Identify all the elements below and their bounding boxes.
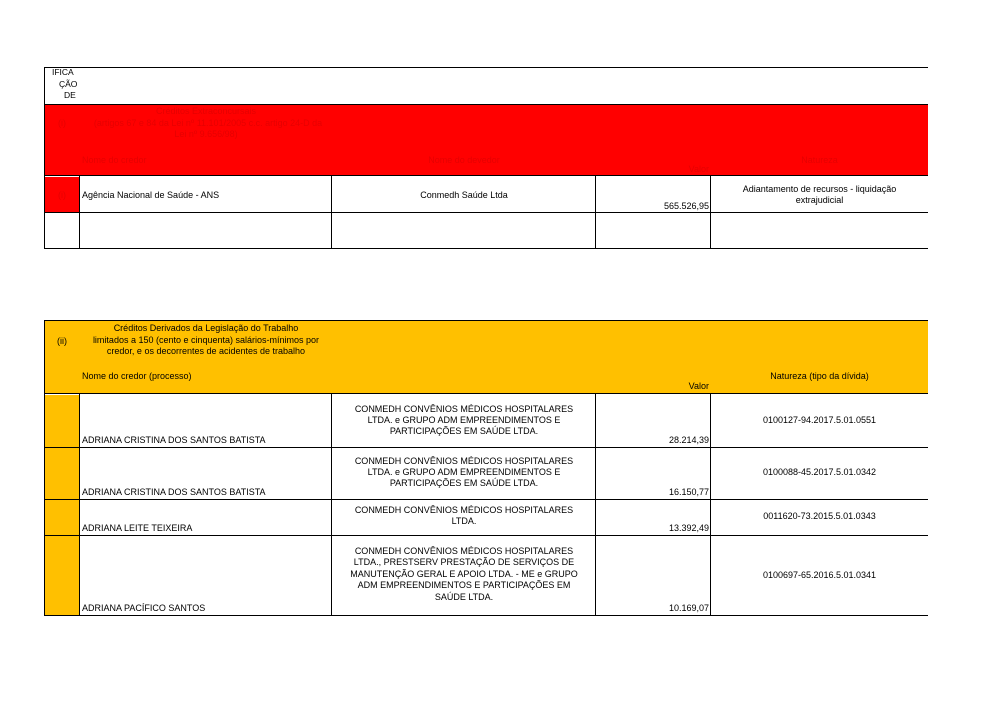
section2-row-2-marker [45, 448, 79, 499]
top-header-left-border [44, 67, 45, 104]
section2-bottom-border [44, 615, 928, 616]
section1-header-left-border [44, 104, 45, 176]
section2-title-l2: limitados a 150 (cento e cinquenta) salários-mínimos por [92, 335, 320, 345]
section1-title-l1: Créditos Extraconcursais [155, 106, 257, 116]
section2-row-4-debtor-l2: LTDA., PRESTSERV PRESTAÇÃO DE SERVIÇOS DE [353, 557, 575, 567]
top-header-box [44, 67, 928, 104]
section2-grid-v4 [710, 394, 711, 616]
section2-header-left-border [44, 320, 45, 394]
section2-row-4-debtor-l5: SAÚDE LTDA. [434, 592, 494, 602]
section1-bottom-border [44, 248, 928, 249]
section1-row-1-creditor: Agência Nacional de Saúde - ANS [82, 190, 220, 200]
section1-row-divider [44, 212, 928, 213]
section2-row-1-value: 28.214,39 [668, 435, 709, 445]
section2-row-3-debtor-l1: CONMEDH CONVÊNIOS MÉDICOS HOSPITALARES [354, 505, 574, 515]
section2-row-1-nature: 0100127-94.2017.5.01.0551 [762, 415, 877, 425]
section2-row-1-debtor-l3: PARTICIPAÇÕES EM SAÚDE LTDA. [389, 426, 539, 436]
section1-row-1-nature-l2: extrajudicial [795, 195, 844, 205]
section1-row-1-value: 565.526,95 [663, 201, 709, 211]
section2-row-2-debtor-l3: PARTICIPAÇÕES EM SAÚDE LTDA. [389, 478, 539, 488]
section2-row-divider-3 [44, 535, 928, 536]
section2-row-3-debtor-l2: LTDA. [451, 516, 477, 526]
section1-col-creditor: Nome do credor [82, 155, 147, 165]
section2-col-value: Valor [688, 381, 709, 391]
section1-roman: (i) [58, 118, 66, 128]
section2-grid-v0 [44, 394, 45, 616]
section2-grid-v1 [79, 394, 80, 616]
section2-row-2-debtor-l2: LTDA. e GRUPO ADM EMPREENDIMENTOS E [367, 467, 561, 477]
section2-title-l1: Créditos Derivados da Legislação do Trabalho [113, 323, 299, 333]
section2-row-divider-2 [44, 499, 928, 500]
section1-col-debtor: Nome do devedor [428, 155, 500, 165]
top-header-line3: DE [64, 90, 76, 100]
section1-row-1-debtor: Conmedh Saúde Ltda [420, 190, 508, 200]
section2-row-4-debtor-l4: ADM EMPREENDIMENTOS E PARTICIPAÇÕES EM [357, 580, 571, 590]
section1-title-l3: Lei nº 9.656/98) [174, 129, 238, 139]
section2-row-3-marker [45, 500, 79, 535]
section1-row-1-roman: (i) [58, 190, 66, 200]
section1-title-l2: (artigos 67 e 84 da Lei nº 11.101/2005 c.c. artigo 24-D da [93, 118, 323, 128]
section2-title-l3: credor, e os decorrentes de acidentes de trabalho [106, 346, 306, 356]
section1-grid-v3 [595, 176, 596, 249]
top-header-line2: ÇÃO [59, 79, 78, 89]
section1-grid-v1 [79, 176, 80, 249]
section2-row-1-marker [45, 395, 79, 447]
section1-col-nature: Natureza [801, 155, 838, 165]
section2-row-2-nature: 0100088-45.2017.5.01.0342 [762, 467, 877, 477]
section2-row-2-debtor-l1: CONMEDH CONVÊNIOS MÉDICOS HOSPITALARES [354, 456, 574, 466]
section2-row-2-value: 16.150,77 [668, 487, 709, 497]
section2-row-3-nature: 0011620-73.2015.5.01.0343 [763, 511, 876, 521]
section2-row-divider-1 [44, 447, 928, 448]
section2-row-4-debtor-l3: MANUTENÇÃO GERAL E APOIO LTDA. - ME e GRUPO [350, 569, 578, 579]
section1-grid-v0 [44, 176, 45, 249]
section2-row-4-marker [45, 536, 79, 615]
section2-row-1-debtor-l2: LTDA. e GRUPO ADM EMPREENDIMENTOS E [367, 415, 561, 425]
section2-row-2-creditor: ADRIANA CRISTINA DOS SANTOS BATISTA [82, 487, 266, 497]
section2-col-creditor: Nome do credor (processo) [82, 371, 192, 381]
section2-row-3-value: 13.392,49 [668, 523, 709, 533]
section2-row-1-debtor-l1: CONMEDH CONVÊNIOS MÉDICOS HOSPITALARES [354, 404, 574, 414]
section1-grid-v2 [331, 176, 332, 249]
section2-grid-v2 [331, 394, 332, 616]
section1-grid-v4 [710, 176, 711, 249]
section1-col-value: Valor [688, 164, 709, 174]
section2-col-nature: Natureza (tipo da dívida) [770, 371, 869, 381]
section2-row-4-nature: 0100697-65.2016.5.01.0341 [762, 570, 877, 580]
section2-grid-v3 [595, 394, 596, 616]
section2-row-4-value: 10.169,07 [668, 603, 709, 613]
section2-roman: (ii) [57, 336, 67, 346]
section1-row-1-nature-l1: Adiantamento de recursos - liquidação [742, 184, 897, 194]
top-header-line1: IFICA [52, 67, 74, 77]
section2-row-3-creditor: ADRIANA LEITE TEIXEIRA [82, 523, 193, 533]
section2-row-4-debtor-l1: CONMEDH CONVÊNIOS MÉDICOS HOSPITALARES [354, 546, 574, 556]
section2-row-4-creditor: ADRIANA PACÍFICO SANTOS [82, 603, 206, 613]
section2-row-1-creditor: ADRIANA CRISTINA DOS SANTOS BATISTA [82, 435, 266, 445]
